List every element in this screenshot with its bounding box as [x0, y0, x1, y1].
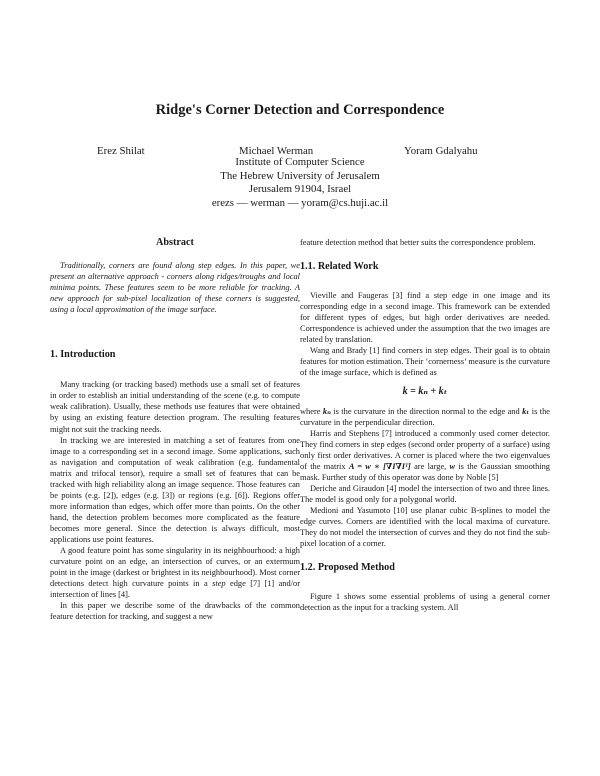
symbol-kn: kₙ — [322, 406, 331, 416]
related-paragraph-6: Medioni and Yasumoto [10] use planar cubic B-splines to model the edge curves. Corners are identified with the local maxima of curvature. They do not model the intersection of curves and they do not find the sub-pixel location of a corner. — [300, 505, 550, 549]
related-paragraph-3: where kₙ is the curvature in the direction normal to the edge and kₜ is the curvature in the perpendicular direction. — [300, 406, 550, 427]
affiliation-university: The Hebrew University of Jerusalem — [220, 169, 380, 182]
related-paragraph-5: Deriche and Giraudon [4] model the intersection of two and three lines. The model is good only for a polygonal world. — [300, 483, 550, 504]
abstract-heading: Abstract — [156, 237, 194, 248]
affiliation-block — [0, 156, 600, 210]
symbol-kt: kₜ — [522, 406, 530, 416]
proposed-paragraph-1: Figure 1 shows some essential problems of using a general corner detection as the input for a tracking system. All — [300, 592, 550, 613]
affiliation-address: Jerusalem 91904, Israel — [248, 183, 352, 196]
intro-paragraph-4: In this paper we describe some of the drawbacks of the common feature detection for tracking, and suggest a new — [50, 601, 300, 622]
left-column — [50, 237, 300, 622]
abstract-text: Traditionally, corners are found along step edges. In this paper, we present an alternative approach - corners along ridges/troughs and local minima points. These features seem to be more reliable for tracking. A new approach for sub-pixel localization of these corners is suggested, using a local approximation of the image surface. — [50, 261, 300, 315]
author-1: Erez Shilat — [97, 145, 145, 157]
author-2: Michael Werman — [239, 145, 314, 157]
related-paragraph-1: Vieville and Faugeras [3] find a step edge in one image and its corresponding edge in a second image. This framework can be extended for different types of edges, but high order derivatives are needed. Correspondence is achieved under the assumption that the two images are related by translation. — [300, 291, 550, 345]
intro-continuation: feature detection method that better suits the correspondence problem. — [300, 238, 536, 247]
section-heading-introduction: 1. Introduction — [50, 349, 116, 361]
intro-paragraph-1: Many tracking (or tracking based) methods use a small set of features in order to establish an initial understanding of the scene (e.g. to compute weak calibration). Usually, these methods use features that were obtained by using an existing feature detection program. The resulting features might not suit the tracking needs. — [50, 380, 300, 434]
affiliation-emails: erezs — werman — yoram@cs.huji.ac.il — [211, 196, 389, 209]
intro-paragraph-3: A good feature point has some singularity in its neighbourhood: a high curvature point on an edge, an intersection of curves, or an extermum point in the image (darkest or brightest in its neighbourhood). Most corner detections detect high curvature points in a step edge [7] [1] and/or intersection of lines [4]. — [50, 546, 300, 600]
affiliation-institute: Institute of Computer Science — [235, 156, 365, 168]
symbol-w: w — [449, 461, 456, 471]
section-heading-proposed-method: 1.2. Proposed Method — [300, 562, 395, 574]
curvature-equation: k = kₙ + kₜ — [402, 386, 448, 398]
author-3: Yoram Gdalyahu — [404, 145, 478, 157]
intro-paragraph-2: In tracking we are interested in matching a set of features from one image to a corresponding set in a second image. Some applications, such as navigation and computation of weak calibration (e.g. fundamental matrix and trifocal tensor), require a small set of features that can be tracked with high reliability along an image sequence. Those features can be points (e.g. [2]), edges (e.g. [3]) or regions (e.g. [6]). Regions offer more information than edges, which offer more than points. On the other hand, the detection problem becomes more complicated as the feature becomes more general. Since the detection is always difficult, most applications use point features. — [50, 435, 300, 544]
emphasis-step: step — [212, 579, 226, 589]
related-paragraph-2: Wang and Brady [1] find corners in step edges. Their goal is to obtain features for motion estimation. Their ‘cornerness’ measure is the curvature of the image surface, which is defined as — [300, 346, 550, 378]
right-column — [300, 237, 550, 613]
matrix-expression: A = w ∗ [∇I∇Iᵀ] — [348, 461, 411, 471]
paper-title: Ridge's Corner Detection and Correspondence — [155, 102, 445, 118]
related-paragraph-4: Harris and Stephens [7] introduced a commonly used corner detector. They find corners in step edges (second order property of a surface) using only first order derivatives. A corner is placed where the two eigenvalues of the matrix A = w ∗ [∇I∇Iᵀ] are large, w is the Gaussian smoothing mask. Further study of this operator was done by Noble [5] — [300, 428, 550, 482]
section-heading-related-work: 1.1. Related Work — [300, 261, 379, 273]
